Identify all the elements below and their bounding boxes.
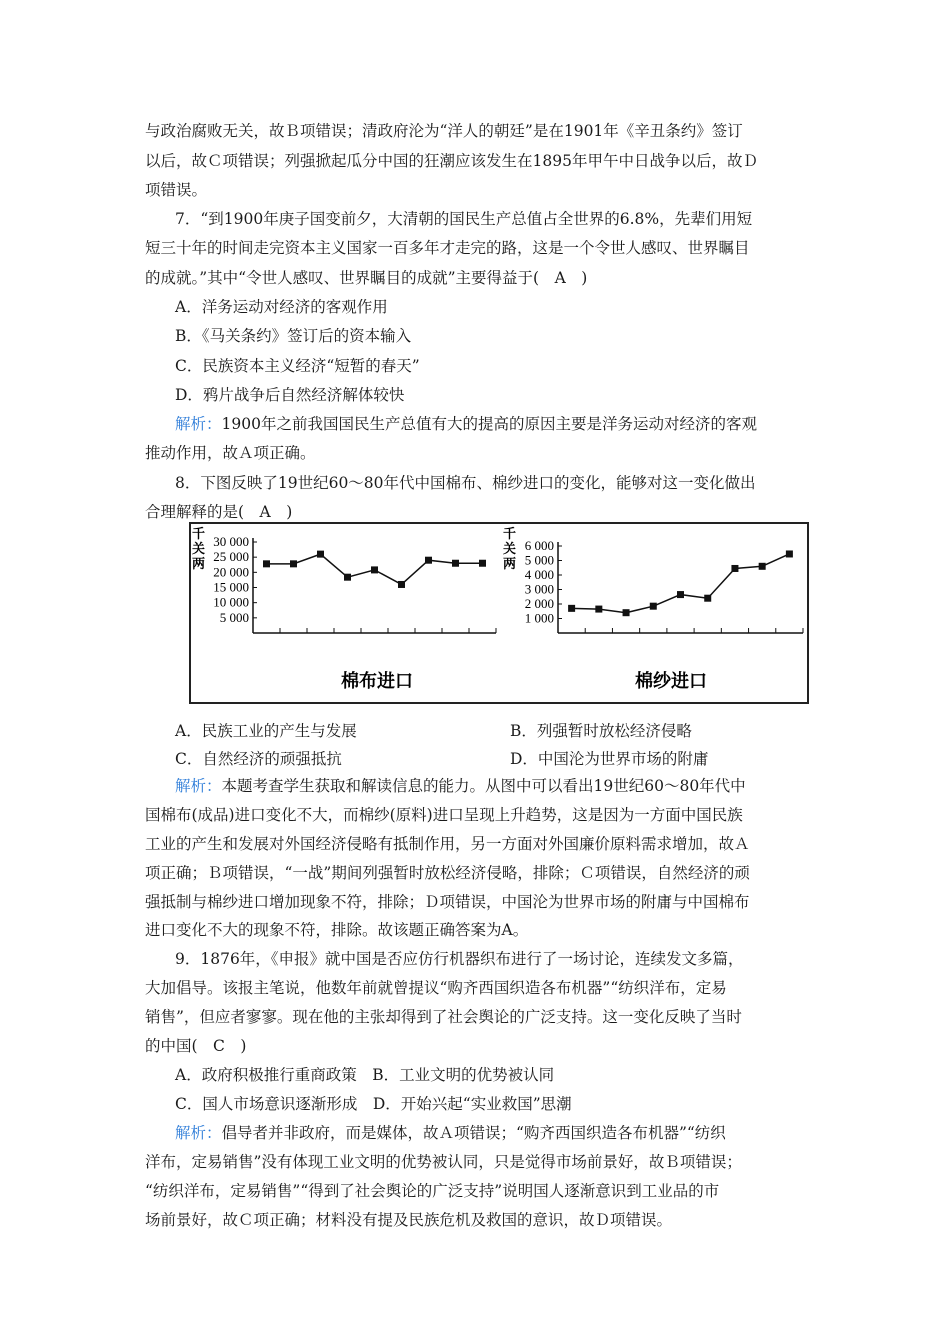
- chart2-data-point: [650, 603, 657, 610]
- q8-stem: 合理解释的是( A ): [145, 503, 293, 521]
- chart1-data-point: [479, 560, 486, 567]
- chart2-data-point: [786, 550, 793, 557]
- chart1-y-tick-label: 25 000: [213, 549, 249, 565]
- q8-stem: 8．下图反映了19世纪60～80年代中国棉布、棉纱进口的变化，能够对这一变化做出: [175, 474, 756, 492]
- q9-stem: 销售”，但应者寥寥。现在他的主张却得到了社会舆论的广泛支持。这一变化反映了当时: [145, 1008, 742, 1026]
- chart2-y-tick-label: 2 000: [524, 596, 554, 611]
- q8-analysis: 项正确；Ｂ项错误，“一战”期间列强暂时放松经济侵略，排除；Ｃ项错误，自然经济的顽: [145, 864, 750, 882]
- chart2-y-tick-label: 5 000: [524, 552, 554, 568]
- q7-option: B．《马关条约》签订后的资本输入: [175, 327, 412, 345]
- analysis-label: 解析：: [175, 415, 222, 433]
- q8-analysis: 工业的产生和发展对外国经济侵略有抵制作用，另一方面对外国廉价原料需求增加，故Ａ: [145, 835, 750, 853]
- chart1-data-point: [317, 551, 324, 558]
- q8-option: B．列强暂时放松经济侵略: [510, 722, 692, 740]
- chart1-data-point: [290, 560, 297, 567]
- chart2-unit-char: 关: [503, 542, 517, 557]
- q7-stem: 7．“到1900年庚子国变前夕，大清朝的国民生产总值占全世界的6.8%，先辈们用短: [175, 210, 753, 228]
- q7-option: D．鸦片战争后自然经济解体较快: [175, 386, 405, 404]
- chart1-y-tick-label: 5 000: [219, 609, 249, 625]
- chart1-y-tick-label: 10 000: [213, 594, 249, 610]
- chart1-data-point: [371, 566, 378, 573]
- chart2-data-point: [704, 595, 711, 602]
- q8-option: C．自然经济的顽强抵抗: [175, 750, 342, 768]
- text-line: 与政治腐败无关，故Ｂ项错误；清政府沦为“洋人的朝廷”是在1901年《辛丑条约》签订: [145, 122, 743, 140]
- chart2-data-point: [568, 605, 575, 612]
- chart2-y-tick-label: 6 000: [524, 538, 554, 553]
- chart1-data-point: [398, 581, 405, 588]
- chart1-unit-char: 两: [192, 557, 206, 572]
- import-charts-svg: [191, 524, 807, 702]
- q9-analysis: 洋布，定易销售”没有体现工业文明的优势被认同，只是觉得市场前景好，故Ｂ项错误；: [145, 1153, 742, 1171]
- q8-analysis: 强抵制与棉纱进口增加现象不符，排除；Ｄ项错误，中国沦为世界市场的附庸与中国棉布: [145, 893, 750, 911]
- chart2-title: 棉纱进口: [635, 671, 707, 692]
- q9-option: A．政府积极推行重商政策 B．工业文明的优势被认同: [175, 1066, 555, 1084]
- q8-analysis: 国棉布(成品)进口变化不大，而棉纱(原料)进口呈现上升趋势，这是因为一方面中国民族: [145, 806, 743, 824]
- chart2-data-point: [595, 606, 602, 613]
- q8-analysis: 解析：本题考查学生获取和解读信息的能力。从图中可以看出19世纪60～80年代中: [175, 777, 746, 795]
- chart2-series-line: [572, 554, 790, 613]
- chart2-data-point: [759, 563, 766, 570]
- q7-analysis: 解析：1900年之前我国国民生产总值有大的提高的原因主要是洋务运动对经济的客观: [175, 415, 757, 433]
- chart1-y-tick-label: 20 000: [213, 564, 249, 580]
- chart1-y-tick-label: 15 000: [213, 579, 249, 595]
- chart1-data-point: [344, 574, 351, 581]
- q7-stem: 短三十年的时间走完资本主义国家一百多年才走完的路，这是一个令世人感叹、世界瞩目: [145, 239, 750, 257]
- q9-analysis: 场前景好，故Ｃ项正确；材料没有提及民族危机及救国的意识，故Ｄ项错误。: [145, 1211, 673, 1229]
- q9-stem: 大加倡导。该报主笔说，他数年前就曾提议“购齐西国织造各布机器”“纺织洋布，定易: [145, 979, 727, 997]
- import-charts-figure: [189, 522, 809, 704]
- q9-option: C．国人市场意识逐渐形成 D．开始兴起“实业救国”思潮: [175, 1095, 572, 1113]
- q7-option: A．洋务运动对经济的客观作用: [175, 298, 388, 316]
- chart1-data-point: [263, 560, 270, 567]
- chart2-y-tick-label: 1 000: [524, 610, 554, 626]
- q7-option: C．民族资本主义经济“短暂的春天”: [175, 357, 420, 375]
- chart2-unit-char: 千: [503, 527, 517, 542]
- chart1-data-point: [425, 557, 432, 564]
- chart2-y-tick-label: 3 000: [524, 581, 554, 597]
- text-line: 项错误。: [145, 181, 208, 199]
- q9-analysis: “纺织洋布，定易销售”“得到了社会舆论的广泛支持”说明国人逐渐意识到工业品的市: [145, 1182, 720, 1200]
- analysis-label: 解析：: [175, 777, 222, 795]
- chart2-data-point: [677, 591, 684, 598]
- q9-stem: 9．1876年，《申报》就中国是否应仿行机器织布进行了一场讨论，连续发文多篇，: [175, 950, 744, 968]
- chart1-unit-char: 千: [192, 527, 206, 542]
- chart2-unit-char: 两: [503, 557, 517, 572]
- q8-option: D．中国沦为世界市场的附庸: [510, 750, 709, 768]
- analysis-label: 解析：: [175, 1124, 222, 1142]
- q8-option: A．民族工业的产生与发展: [175, 722, 357, 740]
- chart1-title: 棉布进口: [341, 671, 413, 692]
- chart2-data-point: [731, 565, 738, 572]
- chart2-y-tick-label: 4 000: [524, 567, 554, 582]
- q8-analysis: 进口变化不大的现象不符，排除。故该题正确答案为A。: [145, 921, 529, 939]
- q9-analysis: 解析：倡导者并非政府，而是媒体，故Ａ项错误；“购齐西国织造各布机器”“纺织: [175, 1124, 726, 1142]
- chart1-y-tick-label: 30 000: [213, 534, 249, 549]
- chart1-unit-char: 关: [192, 542, 206, 557]
- q9-stem: 的中国( C ): [145, 1037, 247, 1055]
- q7-analysis: 推动作用，故Ａ项正确。: [145, 444, 316, 462]
- text-line: 以后，故Ｃ项错误；列强掀起瓜分中国的狂潮应该发生在1895年甲午中日战争以后，故Ｄ: [145, 152, 758, 170]
- chart2-data-point: [623, 609, 630, 616]
- q7-stem: 的成就。”其中“令世人感叹、世界瞩目的成就”主要得益于( A ): [145, 269, 588, 287]
- chart1-data-point: [452, 560, 459, 567]
